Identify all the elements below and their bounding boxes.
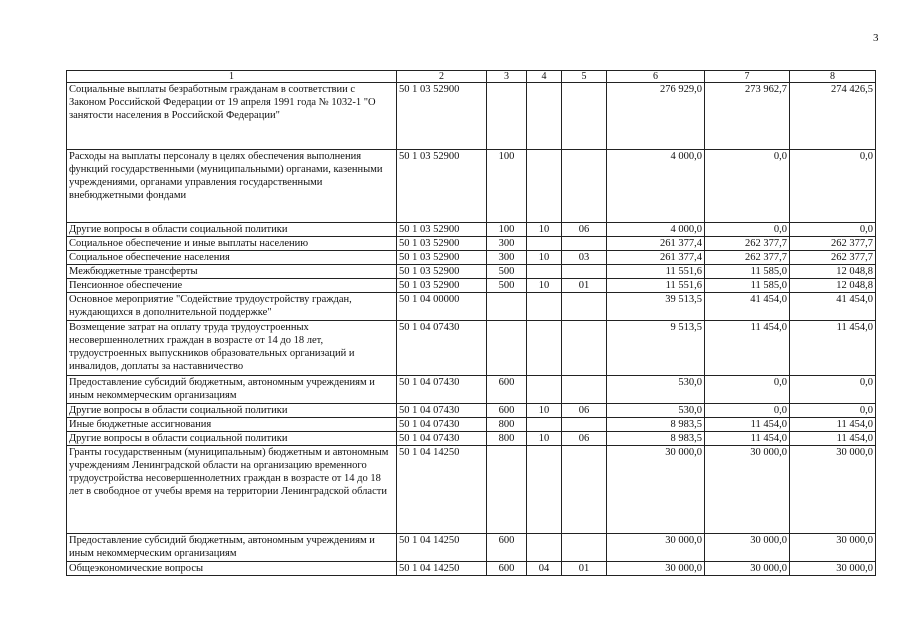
row-value-8: 0,0 bbox=[790, 150, 876, 223]
row-vr: 600 bbox=[487, 534, 527, 562]
row-value-8: 30 000,0 bbox=[790, 446, 876, 534]
row-code: 50 1 04 14250 bbox=[397, 446, 487, 534]
row-pr: 06 bbox=[562, 223, 607, 237]
row-value-8: 11 454,0 bbox=[790, 321, 876, 376]
table-row bbox=[67, 376, 876, 404]
row-value-6: 261 377,4 bbox=[607, 251, 705, 265]
header-cell: 6 bbox=[607, 71, 705, 83]
row-name: Расходы на выплаты персоналу в целях обеспечения выполнения функций государственными (муниципальными) органами, казенными учреждениями, органами управления государственными внебюджетными фондами bbox=[67, 150, 397, 223]
row-code: 50 1 04 07430 bbox=[397, 432, 487, 446]
table-row bbox=[67, 150, 876, 223]
row-value-6: 530,0 bbox=[607, 404, 705, 418]
row-pr bbox=[562, 321, 607, 376]
row-value-7: 0,0 bbox=[705, 150, 790, 223]
row-code: 50 1 03 52900 bbox=[397, 279, 487, 293]
row-value-7: 30 000,0 bbox=[705, 446, 790, 534]
header-row bbox=[67, 71, 876, 83]
row-pr: 01 bbox=[562, 279, 607, 293]
row-value-8: 0,0 bbox=[790, 376, 876, 404]
row-vr bbox=[487, 293, 527, 321]
table-row bbox=[67, 265, 876, 279]
row-value-7: 0,0 bbox=[705, 223, 790, 237]
row-rz bbox=[527, 534, 562, 562]
row-vr: 600 bbox=[487, 404, 527, 418]
row-name: Предоставление субсидий бюджетным, автономным учреждениям и иным некоммерческим организациям bbox=[67, 534, 397, 562]
row-value-6: 11 551,6 bbox=[607, 279, 705, 293]
row-value-7: 11 454,0 bbox=[705, 321, 790, 376]
row-vr: 300 bbox=[487, 251, 527, 265]
row-vr bbox=[487, 321, 527, 376]
table-row bbox=[67, 446, 876, 534]
row-value-8: 274 426,5 bbox=[790, 83, 876, 150]
row-value-7: 11 454,0 bbox=[705, 418, 790, 432]
header-cell: 8 bbox=[790, 71, 876, 83]
row-rz: 10 bbox=[527, 223, 562, 237]
row-pr bbox=[562, 534, 607, 562]
header-cell: 7 bbox=[705, 71, 790, 83]
budget-table bbox=[66, 70, 876, 576]
row-code: 50 1 03 52900 bbox=[397, 265, 487, 279]
row-code: 50 1 03 52900 bbox=[397, 251, 487, 265]
row-code: 50 1 03 52900 bbox=[397, 83, 487, 150]
row-rz bbox=[527, 293, 562, 321]
row-value-7: 11 454,0 bbox=[705, 432, 790, 446]
row-value-7: 41 454,0 bbox=[705, 293, 790, 321]
table-row bbox=[67, 418, 876, 432]
row-code: 50 1 04 14250 bbox=[397, 562, 487, 576]
table-row bbox=[67, 321, 876, 376]
row-rz: 10 bbox=[527, 251, 562, 265]
table-row bbox=[67, 293, 876, 321]
row-value-6: 30 000,0 bbox=[607, 446, 705, 534]
table-row bbox=[67, 251, 876, 265]
row-vr: 800 bbox=[487, 418, 527, 432]
row-value-8: 0,0 bbox=[790, 223, 876, 237]
row-rz bbox=[527, 265, 562, 279]
row-rz: 10 bbox=[527, 279, 562, 293]
row-vr: 600 bbox=[487, 562, 527, 576]
header-cell: 5 bbox=[562, 71, 607, 83]
row-name: Гранты государственным (муниципальным) бюджетным и автономным учреждениям Ленинградской области на организацию временного трудоустройства несовершеннолетних граждан в возрасте от 14 до 18 лет в свободное от учебы время на территории Ленинградской области bbox=[67, 446, 397, 534]
row-name: Основное мероприятие "Содействие трудоустройству граждан, нуждающихся в дополнительной поддержке" bbox=[67, 293, 397, 321]
row-vr bbox=[487, 446, 527, 534]
row-value-8: 11 454,0 bbox=[790, 432, 876, 446]
row-pr bbox=[562, 376, 607, 404]
row-value-6: 8 983,5 bbox=[607, 418, 705, 432]
row-vr: 100 bbox=[487, 150, 527, 223]
table-row bbox=[67, 534, 876, 562]
row-name: Другие вопросы в области социальной политики bbox=[67, 432, 397, 446]
row-value-6: 276 929,0 bbox=[607, 83, 705, 150]
row-value-6: 530,0 bbox=[607, 376, 705, 404]
row-value-8: 12 048,8 bbox=[790, 265, 876, 279]
row-rz bbox=[527, 376, 562, 404]
row-rz bbox=[527, 446, 562, 534]
row-value-6: 30 000,0 bbox=[607, 534, 705, 562]
row-value-8: 41 454,0 bbox=[790, 293, 876, 321]
header-cell: 1 bbox=[67, 71, 397, 83]
table-row bbox=[67, 432, 876, 446]
row-vr: 500 bbox=[487, 279, 527, 293]
row-vr: 500 bbox=[487, 265, 527, 279]
row-code: 50 1 04 07430 bbox=[397, 376, 487, 404]
row-value-8: 30 000,0 bbox=[790, 534, 876, 562]
row-value-6: 4 000,0 bbox=[607, 150, 705, 223]
row-value-7: 0,0 bbox=[705, 404, 790, 418]
header-cell: 3 bbox=[487, 71, 527, 83]
row-value-8: 12 048,8 bbox=[790, 279, 876, 293]
row-value-6: 39 513,5 bbox=[607, 293, 705, 321]
table-row bbox=[67, 83, 876, 150]
row-value-6: 11 551,6 bbox=[607, 265, 705, 279]
row-value-6: 4 000,0 bbox=[607, 223, 705, 237]
row-pr: 03 bbox=[562, 251, 607, 265]
table-row bbox=[67, 223, 876, 237]
row-vr: 300 bbox=[487, 237, 527, 251]
row-pr bbox=[562, 237, 607, 251]
header-cell: 2 bbox=[397, 71, 487, 83]
row-vr: 800 bbox=[487, 432, 527, 446]
row-value-7: 30 000,0 bbox=[705, 534, 790, 562]
row-pr bbox=[562, 446, 607, 534]
row-value-7: 30 000,0 bbox=[705, 562, 790, 576]
row-rz: 04 bbox=[527, 562, 562, 576]
row-rz bbox=[527, 321, 562, 376]
row-code: 50 1 04 14250 bbox=[397, 534, 487, 562]
row-name: Возмещение затрат на оплату труда трудоустроенных несовершеннолетних граждан в возрасте от 14 до 18 лет, трудоустроенных выпускников образовательных организаций и инвалидов, доплаты за наставничество bbox=[67, 321, 397, 376]
row-value-6: 261 377,4 bbox=[607, 237, 705, 251]
row-vr: 600 bbox=[487, 376, 527, 404]
table-row bbox=[67, 404, 876, 418]
row-rz: 10 bbox=[527, 432, 562, 446]
row-value-8: 262 377,7 bbox=[790, 237, 876, 251]
row-value-7: 262 377,7 bbox=[705, 237, 790, 251]
row-value-7: 11 585,0 bbox=[705, 265, 790, 279]
page-number: 3 bbox=[873, 32, 879, 44]
row-name: Межбюджетные трансферты bbox=[67, 265, 397, 279]
row-rz bbox=[527, 237, 562, 251]
header-cell: 4 bbox=[527, 71, 562, 83]
row-pr: 06 bbox=[562, 404, 607, 418]
row-value-7: 11 585,0 bbox=[705, 279, 790, 293]
row-name: Другие вопросы в области социальной политики bbox=[67, 223, 397, 237]
row-pr bbox=[562, 83, 607, 150]
row-name: Социальное обеспечение населения bbox=[67, 251, 397, 265]
row-rz bbox=[527, 418, 562, 432]
row-value-7: 273 962,7 bbox=[705, 83, 790, 150]
row-value-7: 0,0 bbox=[705, 376, 790, 404]
row-value-6: 30 000,0 bbox=[607, 562, 705, 576]
row-value-8: 30 000,0 bbox=[790, 562, 876, 576]
row-code: 50 1 04 07430 bbox=[397, 404, 487, 418]
row-pr bbox=[562, 150, 607, 223]
row-name: Другие вопросы в области социальной политики bbox=[67, 404, 397, 418]
row-vr bbox=[487, 83, 527, 150]
table-row bbox=[67, 279, 876, 293]
row-name: Пенсионное обеспечение bbox=[67, 279, 397, 293]
row-name: Социальные выплаты безработным гражданам в соответствии с Законом Российской Федерации от 19 апреля 1991 года № 1032-1 "О занятости населения в Российской Федерации" bbox=[67, 83, 397, 150]
row-rz bbox=[527, 83, 562, 150]
row-name: Иные бюджетные ассигнования bbox=[67, 418, 397, 432]
row-code: 50 1 04 00000 bbox=[397, 293, 487, 321]
row-name: Общеэкономические вопросы bbox=[67, 562, 397, 576]
row-code: 50 1 03 52900 bbox=[397, 223, 487, 237]
row-code: 50 1 03 52900 bbox=[397, 237, 487, 251]
row-code: 50 1 03 52900 bbox=[397, 150, 487, 223]
row-vr: 100 bbox=[487, 223, 527, 237]
row-pr: 06 bbox=[562, 432, 607, 446]
row-value-6: 9 513,5 bbox=[607, 321, 705, 376]
row-value-8: 11 454,0 bbox=[790, 418, 876, 432]
row-code: 50 1 04 07430 bbox=[397, 321, 487, 376]
row-name: Социальное обеспечение и иные выплаты населению bbox=[67, 237, 397, 251]
row-pr bbox=[562, 293, 607, 321]
row-value-6: 8 983,5 bbox=[607, 432, 705, 446]
row-rz: 10 bbox=[527, 404, 562, 418]
table-row bbox=[67, 237, 876, 251]
row-value-8: 0,0 bbox=[790, 404, 876, 418]
row-rz bbox=[527, 150, 562, 223]
row-value-7: 262 377,7 bbox=[705, 251, 790, 265]
row-name: Предоставление субсидий бюджетным, автономным учреждениям и иным некоммерческим организациям bbox=[67, 376, 397, 404]
row-pr bbox=[562, 418, 607, 432]
row-pr: 01 bbox=[562, 562, 607, 576]
row-pr bbox=[562, 265, 607, 279]
row-value-8: 262 377,7 bbox=[790, 251, 876, 265]
table-row bbox=[67, 562, 876, 576]
row-code: 50 1 04 07430 bbox=[397, 418, 487, 432]
